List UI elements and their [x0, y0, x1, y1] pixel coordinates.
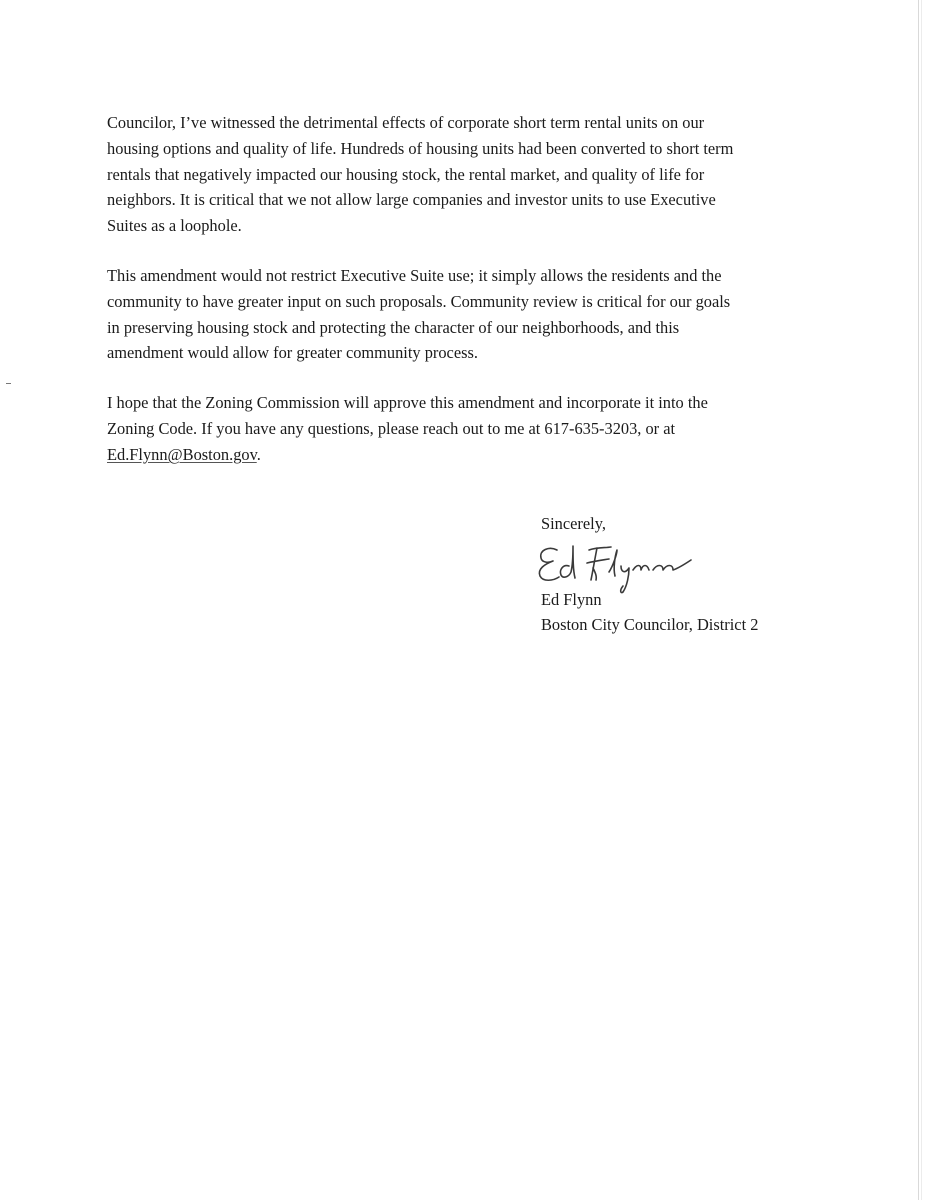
text-line: amendment would allow for greater community process.: [107, 343, 478, 363]
signature: [533, 536, 733, 594]
email-suffix: .: [256, 444, 261, 464]
text-line: Suites as a loophole.: [107, 216, 242, 236]
paragraph-short-term-rentals: [107, 110, 807, 239]
text-line: neighbors. It is critical that we not allow large companies and investor units to use Executive: [107, 190, 716, 210]
signature-title: Boston City Councilor, District 2: [541, 615, 759, 634]
text-line-email: [107, 442, 807, 468]
signature-name: Ed Flynn: [541, 590, 602, 609]
scan-edge-shadow: [921, 0, 922, 1200]
closing: Sincerely,: [541, 514, 606, 533]
letter-body: [107, 110, 807, 492]
scan-mark: [6, 383, 11, 384]
scan-edge: [918, 0, 919, 1200]
text-line: Zoning Code. If you have any questions, please reach out to me at 617-635-3203, or at: [107, 418, 676, 438]
text-line: Councilor, I’ve witnessed the detrimental effects of corporate short term rental units on our: [107, 113, 705, 132]
text-line: in preserving housing stock and protecting the character of our neighborhoods, and this: [107, 317, 680, 337]
text-line: I hope that the Zoning Commission will approve this amendment and incorporate it into the: [107, 393, 708, 413]
email-link[interactable]: Ed.Flynn@Boston.gov: [107, 444, 257, 464]
text-line: community to have greater input on such proposals. Community review is critical for our goals: [107, 291, 731, 311]
text-line: rentals that negatively impacted our housing stock, the rental market, and quality of life for: [107, 164, 705, 184]
paragraph-amendment: [107, 263, 807, 366]
text-line: housing options and quality of life. Hundreds of housing units had been converted to short term: [107, 138, 734, 158]
text-line: This amendment would not restrict Executive Suite use; it simply allows the residents and the: [107, 265, 722, 285]
paragraph-contact: [107, 390, 807, 467]
